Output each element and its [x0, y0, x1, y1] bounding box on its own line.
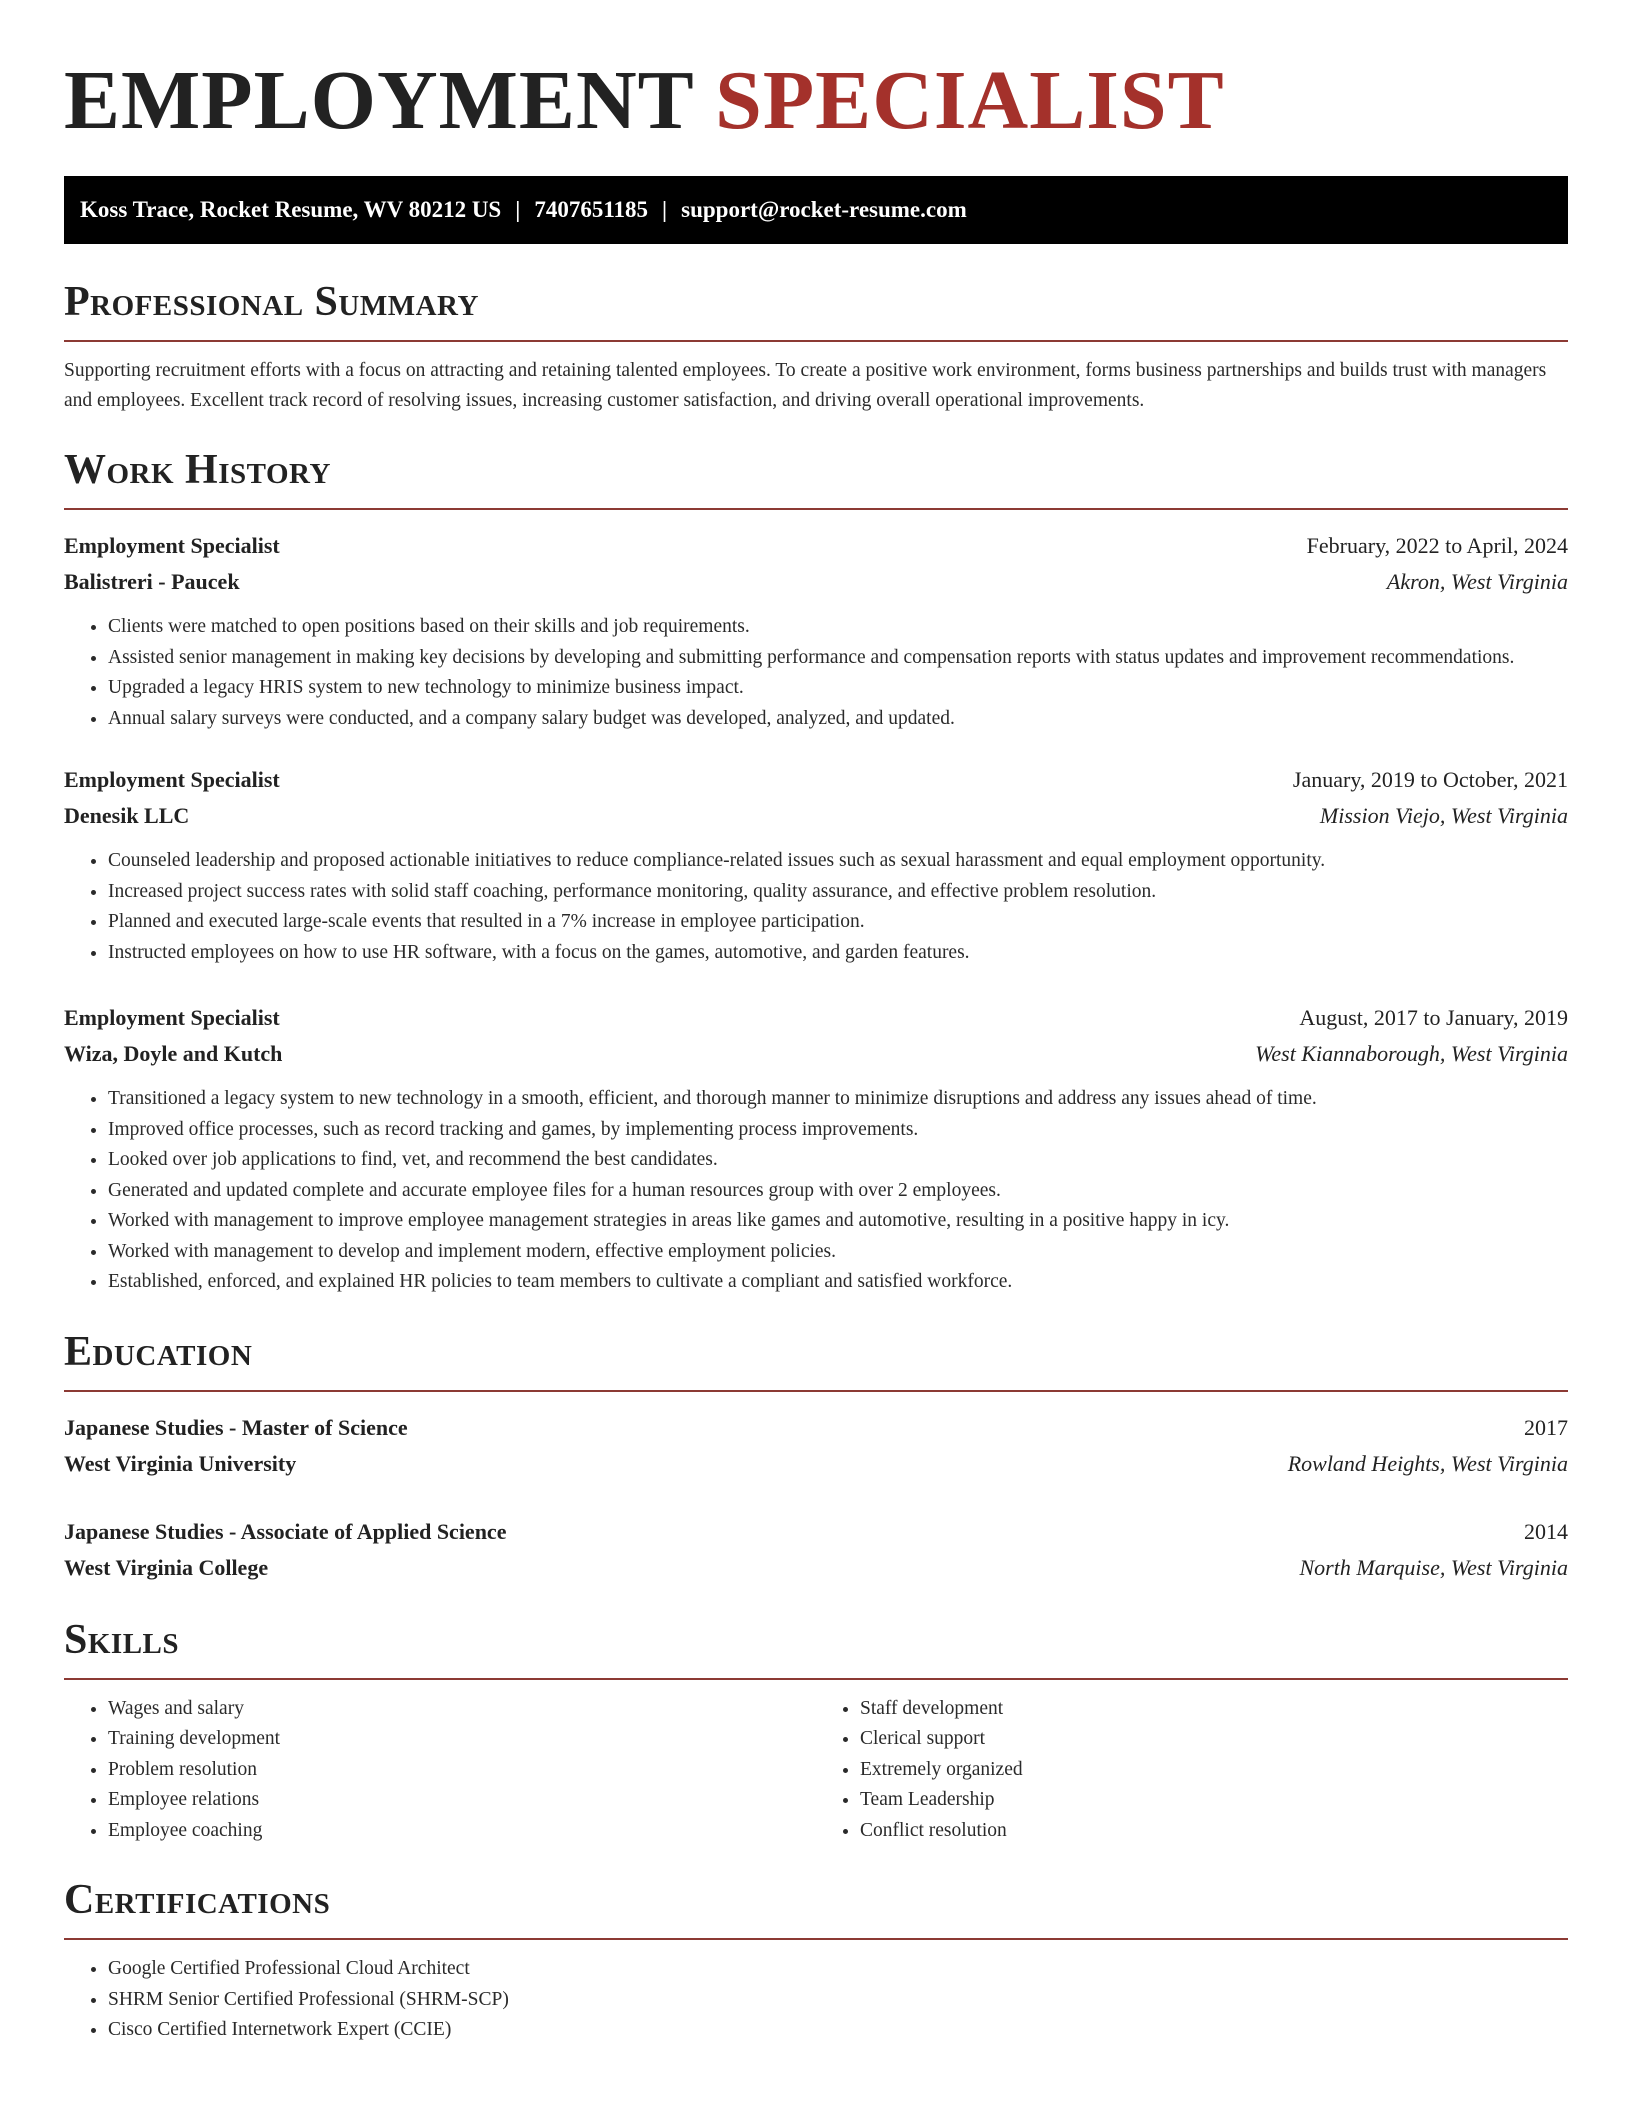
education-school: West Virginia College	[64, 1554, 269, 1580]
job-bullet: • Generated and updated complete and accurate employee files for a human resources group with over 2 employees.	[108, 1176, 1568, 1207]
education-entry	[64, 1514, 1568, 1586]
skill-item: • Conflict resolution	[860, 1816, 1568, 1847]
work-history-section	[64, 446, 1568, 1298]
job-bullets	[64, 612, 1568, 734]
education-section	[64, 1328, 1568, 1586]
job-entry	[64, 762, 1568, 968]
job-bullet: • Instructed employees on how to use HR software, with a focus on the games, automotive, and garden features.	[108, 938, 1568, 969]
section-divider	[64, 508, 1568, 510]
contact-phone: 7407651185	[534, 197, 649, 222]
job-dates: February, 2022 to April, 2024	[1306, 533, 1568, 558]
summary-section	[64, 278, 1568, 416]
job-bullet: • Worked with management to develop and implement modern, effective employment policies.	[108, 1237, 1568, 1268]
job-location: West Kiannaborough, West Virginia	[1255, 1041, 1568, 1066]
contact-bar	[64, 176, 1568, 244]
job-bullet: • Planned and executed large-scale events that resulted in a 7% increase in employee participation.	[108, 907, 1568, 938]
section-divider	[64, 1390, 1568, 1392]
skill-item: • Staff development	[860, 1694, 1568, 1725]
contact-separator: |	[515, 197, 521, 222]
section-heading-certifications: Certifications	[64, 1877, 331, 1923]
certification-item: • Google Certified Professional Cloud Architect	[108, 1954, 1568, 1985]
skill-item: • Extremely organized	[860, 1755, 1568, 1786]
section-divider	[64, 340, 1568, 342]
skills-list-left	[64, 1694, 816, 1847]
job-company: Wiza, Doyle and Kutch	[64, 1041, 283, 1066]
job-bullets	[64, 846, 1568, 968]
job-location: Mission Viejo, West Virginia	[1319, 803, 1568, 828]
job-bullet: • Counseled leadership and proposed actionable initiatives to reduce compliance-related issues such as sexual harassment and equal employment opportunity.	[108, 846, 1568, 877]
job-bullets	[64, 1084, 1568, 1298]
job-company: Denesik LLC	[64, 803, 190, 828]
contact-email: support@rocket-resume.com	[681, 197, 967, 222]
education-school: West Virginia University	[64, 1450, 297, 1476]
certification-item: • Cisco Certified Internetwork Expert (CCIE)	[108, 2015, 1568, 2046]
section-divider	[64, 1678, 1568, 1680]
job-bullet: • Transitioned a legacy system to new technology in a smooth, efficient, and thorough manner to minimize disruptions and address any issues ahead of time.	[108, 1084, 1568, 1115]
job-title: Employment Specialist	[64, 1005, 280, 1030]
title-accent: SPECIALIST	[715, 54, 1225, 147]
skills-list-right	[816, 1694, 1568, 1847]
certifications-list	[64, 1954, 1568, 2046]
education-year: 2014	[1524, 1518, 1568, 1544]
job-bullet: • Assisted senior management in making key decisions by developing and submitting performance and compensation reports with status updates and improvement recommendations.	[108, 643, 1568, 674]
education-location: Rowland Heights, West Virginia	[1287, 1450, 1568, 1476]
job-bullet: • Upgraded a legacy HRIS system to new technology to minimize business impact.	[108, 673, 1568, 704]
job-entry	[64, 528, 1568, 734]
title-main: EMPLOYMENT	[64, 54, 694, 147]
skill-item: • Employee relations	[108, 1785, 816, 1816]
section-heading-summary: Professional Summary	[64, 279, 479, 325]
job-dates: August, 2017 to January, 2019	[1299, 1005, 1568, 1030]
job-bullet: • Established, enforced, and explained HR policies to team members to cultivate a compliant and satisfied workforce.	[108, 1267, 1568, 1298]
skills-columns	[64, 1694, 1568, 1847]
skill-item: • Team Leadership	[860, 1785, 1568, 1816]
job-location: Akron, West Virginia	[1386, 569, 1568, 594]
education-degree: Japanese Studies - Associate of Applied Science	[64, 1518, 507, 1544]
education-degree: Japanese Studies - Master of Science	[64, 1414, 408, 1440]
job-entry	[64, 1000, 1568, 1298]
job-title: Employment Specialist	[64, 767, 280, 792]
job-bullet: • Annual salary surveys were conducted, and a company salary budget was developed, analyzed, and updated.	[108, 704, 1568, 735]
skill-item: • Problem resolution	[108, 1755, 816, 1786]
education-entry	[64, 1410, 1568, 1482]
section-heading-work-history: Work History	[64, 447, 331, 493]
job-bullet: • Improved office processes, such as record tracking and games, by implementing process improvements.	[108, 1115, 1568, 1146]
job-title: Employment Specialist	[64, 533, 280, 558]
job-bullet: • Clients were matched to open positions based on their skills and job requirements.	[108, 612, 1568, 643]
education-location: North Marquise, West Virginia	[1299, 1554, 1568, 1580]
job-dates: January, 2019 to October, 2021	[1292, 767, 1568, 792]
contact-separator: |	[662, 197, 668, 222]
job-company: Balistreri - Paucek	[64, 569, 240, 594]
contact-address: Koss Trace, Rocket Resume, WV 80212 US	[80, 197, 502, 222]
job-bullet: • Looked over job applications to find, vet, and recommend the best candidates.	[108, 1145, 1568, 1176]
resume-title	[64, 0, 1568, 150]
job-bullet: • Worked with management to improve employee management strategies in areas like games and automotive, resulting in a positive happy in icy.	[108, 1206, 1568, 1237]
skill-item: • Clerical support	[860, 1724, 1568, 1755]
skill-item: • Training development	[108, 1724, 816, 1755]
section-divider	[64, 1938, 1568, 1940]
skill-item: • Wages and salary	[108, 1694, 816, 1725]
section-heading-skills: Skills	[64, 1616, 180, 1663]
certifications-section	[64, 1876, 1568, 2046]
job-bullet: • Increased project success rates with solid staff coaching, performance monitoring, quality assurance, and effective problem resolution.	[108, 877, 1568, 908]
education-year: 2017	[1524, 1414, 1568, 1440]
skill-item: • Employee coaching	[108, 1816, 816, 1847]
certification-item: • SHRM Senior Certified Professional (SHRM-SCP)	[108, 1985, 1568, 2016]
section-heading-education: Education	[64, 1328, 253, 1375]
skills-section	[64, 1616, 1568, 1847]
summary-text: Supporting recruitment efforts with a focus on attracting and retaining talented employees. To create a positive work environment, forms business partnerships and builds trust with managers and employees. Excellent track record of resolving issues, increasing customer satisfaction, and driving overall operational improvements.	[64, 360, 1547, 411]
